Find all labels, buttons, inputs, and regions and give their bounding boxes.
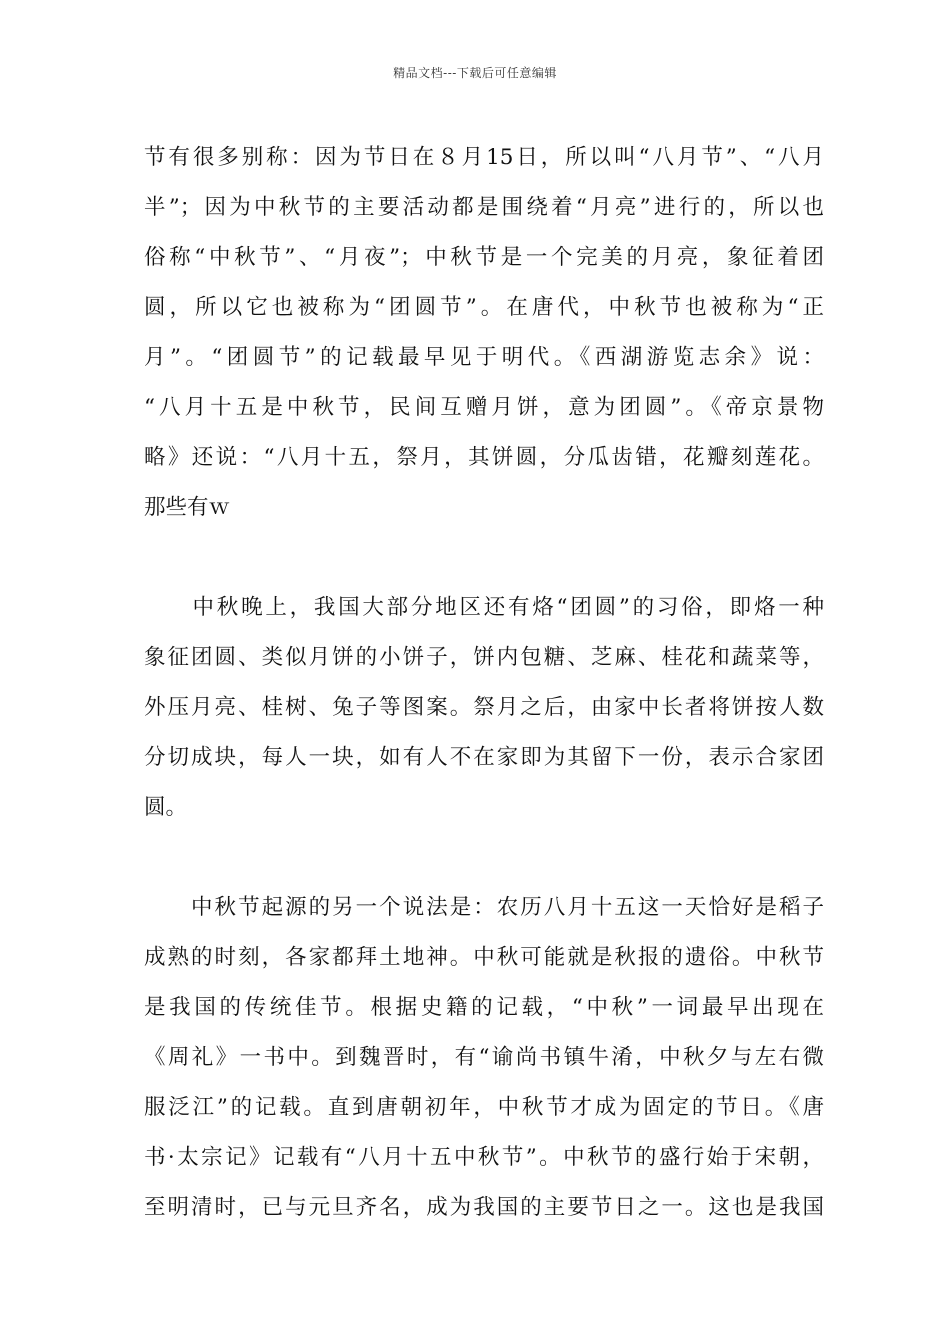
text-line: 外压月亮、桂树、兔子等图案。祭月之后，由家中长者将饼按人数: [144, 695, 824, 720]
text-line: 至明清时，已与元旦齐名，成为我国的主要节日之一。这也是我国: [144, 1195, 824, 1220]
document-body: [144, 133, 824, 1233]
paragraph-2: [144, 583, 824, 833]
paragraph-spacer: [144, 533, 824, 583]
paragraph-3: [144, 883, 824, 1233]
text-line: 那些有ｗ: [144, 495, 231, 520]
text-line: 圆。: [144, 795, 188, 820]
paragraph-spacer: [144, 833, 824, 883]
text-line: 月”。“团圆节”的记载最早见于明代。《西湖游览志余》说：: [144, 345, 824, 370]
text-line: 中秋节起源的另一个说法是：农历八月十五这一天恰好是稻子: [144, 895, 824, 920]
text-line: 分切成块，每人一块，如有人不在家即为其留下一份，表示合家团: [144, 745, 824, 770]
text-line: 圆，所以它也被称为“团圆节”。在唐代，中秋节也被称为“正: [144, 295, 824, 320]
text-line: “八月十五是中秋节，民间互赠月饼，意为团圆”。《帝京景物: [144, 395, 824, 420]
text-line: 服泛江”的记载。直到唐朝初年，中秋节才成为固定的节日。《唐: [144, 1095, 824, 1120]
text-line: 象征团圆、类似月饼的小饼子，饼内包糖、芝麻、桂花和蔬菜等，: [144, 645, 824, 670]
text-line: 书·太宗记》记载有“八月十五中秋节”。中秋节的盛行始于宋朝，: [144, 1145, 824, 1170]
text-line: 是我国的传统佳节。根据史籍的记载，“中秋”一词最早出现在: [144, 995, 824, 1020]
text-line: 节有很多别称：因为节日在８月15日，所以叫“八月节”、“八月: [144, 145, 824, 170]
page-header: 精品文档---下载后可任意编辑: [393, 66, 557, 80]
text-line: 中秋晚上，我国大部分地区还有烙“团圆”的习俗，即烙一种: [144, 595, 824, 620]
text-line: 半”；因为中秋节的主要活动都是围绕着“月亮”进行的，所以也: [144, 195, 824, 220]
text-line: 略》还说：“八月十五，祭月，其饼圆，分瓜齿错，花瓣刻莲花。: [144, 445, 824, 470]
text-line: 俗称“中秋节”、“月夜”；中秋节是一个完美的月亮，象征着团: [144, 245, 824, 270]
text-line: 成熟的时刻，各家都拜土地神。中秋可能就是秋报的遗俗。中秋节: [144, 945, 824, 970]
text-line: 《周礼》一书中。到魏晋时，有“谕尚书镇牛淆，中秋夕与左右微: [144, 1045, 824, 1070]
paragraph-1: [144, 133, 824, 533]
